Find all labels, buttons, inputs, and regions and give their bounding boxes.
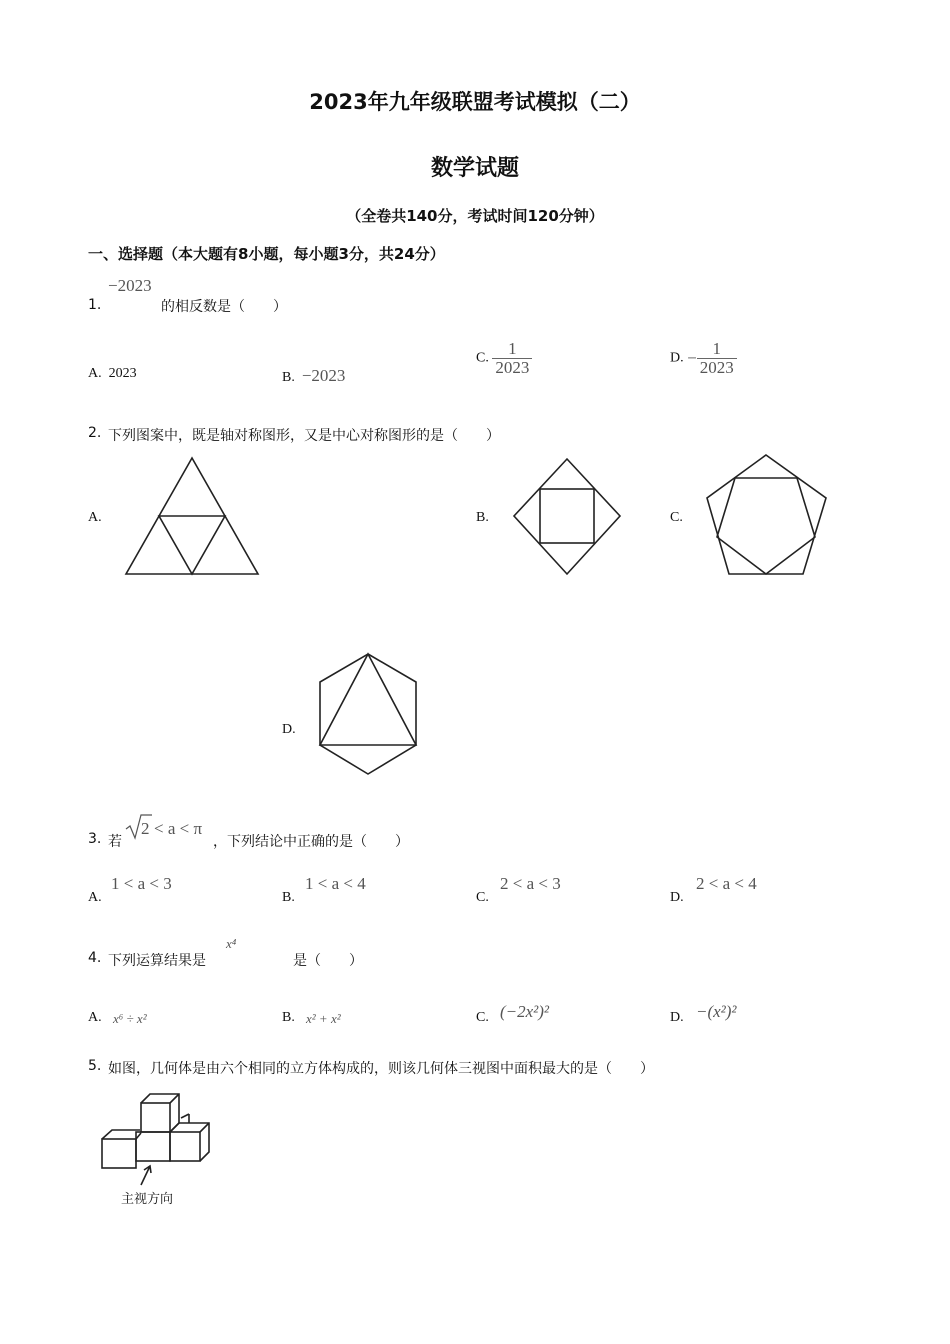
q4-option-c-label[interactable]: C. [476,1010,489,1025]
q2-text: 下列图案中，既是轴对称图形，又是中心对称图形的是（ ） [108,428,500,444]
q2-option-b-label[interactable]: B. [476,510,489,525]
q4-option-b-label[interactable]: B. [282,1010,295,1025]
q1-expression: −2023 [108,276,152,295]
q4-option-b-value: x² + x² [306,1011,341,1026]
section-heading: 一、选择题（本大题有8小题，每小题3分，共24分） [88,245,445,263]
q3-radicand: 2 [141,819,150,838]
q4-option-d-value: −(x²)² [696,1002,737,1021]
fraction-numerator: 1 [508,339,517,358]
q4-option-c-value: (−2x²)² [500,1002,550,1021]
q4-text: 下列运算结果是 [108,953,206,969]
q4-option-a-value: x⁶ ÷ x² [113,1011,147,1026]
negative-sign: − [687,348,697,368]
q4-option-d-label[interactable]: D. [670,1010,684,1025]
q4-target: x⁴ [226,936,237,951]
option-label: D. [670,350,684,366]
q3-option-d-label[interactable]: D. [670,890,684,905]
fraction-denominator: 2023 [492,358,532,377]
q2-number: 2. [88,425,102,441]
q4-option-a-label[interactable]: A. [88,1010,102,1025]
q3-option-d-value: 2 < a < 4 [696,874,757,893]
q3-condition: < a < π [154,819,203,838]
fraction-denominator: 2023 [697,358,737,377]
q1-number: 1. [88,297,102,313]
q2-option-d-label[interactable]: D. [282,722,296,737]
q3-option-b-label[interactable]: B. [282,890,295,905]
option-label: C. [476,350,489,366]
q2-option-a-label[interactable]: A. [88,510,102,525]
q5-caption: 主视方向 [121,1192,174,1207]
q4-number: 4. [88,950,102,966]
option-value: 2023 [108,366,137,381]
q2-option-c-label[interactable]: C. [670,510,683,525]
q3-option-c-value: 2 < a < 3 [500,874,561,893]
option-label: A. [88,366,102,381]
option-value: −2023 [301,366,346,385]
q3-option-b-value: 1 < a < 4 [305,874,366,893]
q3-text: ，下列结论中正确的是（ ） [213,834,409,850]
q3-prefix: 若 [108,834,122,850]
option-label: B. [282,370,295,385]
q5-number: 5. [88,1058,102,1074]
fraction-numerator: 1 [712,339,721,358]
exam-note: （全卷共140分，考试时间120分钟） [346,207,604,225]
q3-option-a-label[interactable]: A. [88,890,102,905]
q1-text: 的相反数是（ ） [161,299,287,315]
exam-title: 2023年九年级联盟考试模拟（二） [309,90,641,114]
subject-title: 数学试题 [430,156,519,181]
q3-option-c-label[interactable]: C. [476,890,489,905]
q4-suffix: 是（ ） [293,953,363,969]
q5-text: 如图，几何体是由六个相同的立方体构成的，则该几何体三视图中面积最大的是（ ） [108,1061,654,1077]
q3-number: 3. [88,831,102,847]
q3-option-a-value: 1 < a < 3 [111,874,172,893]
